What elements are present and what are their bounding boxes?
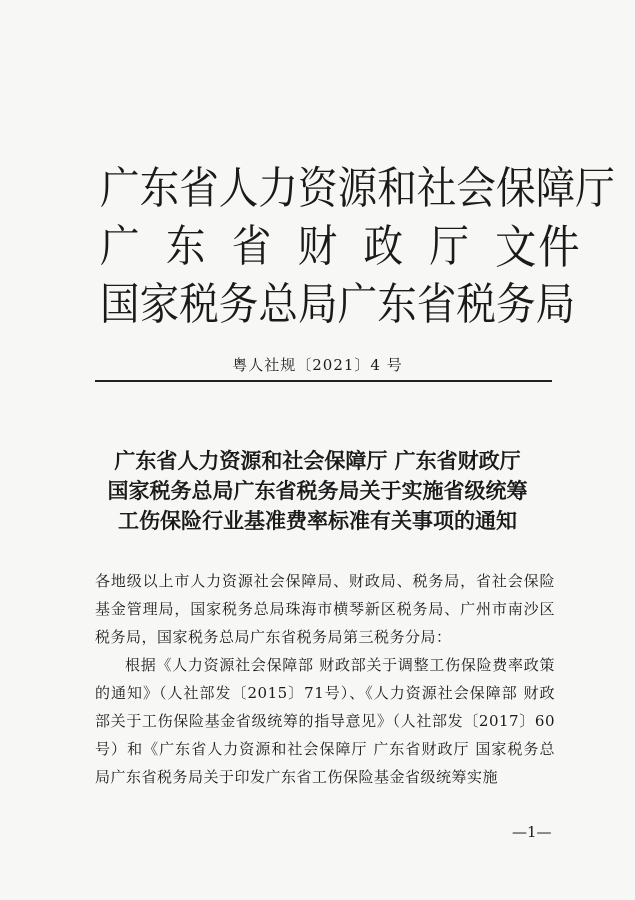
issuer-char: 省 — [231, 221, 272, 272]
recipients-paragraph: 各地级以上市人力资源社会保障局、财政局、税务局，省社会保险基金管理局，国家税务总局珠海市横琴新区税务局、广州市南沙区税务局，国家税务总局广东省税务局第三税务分局： — [95, 572, 555, 646]
issuer-line-hrss: 广东省人力资源和社会保障厅 — [100, 163, 615, 214]
issuer-char: 厅 — [429, 221, 469, 272]
issuer-line-finance — [100, 218, 469, 276]
issuer-char: 政 — [363, 221, 404, 272]
issuer-char: 财 — [297, 221, 338, 272]
issuer-line-tax: 国家税务总局广东省税务局 — [100, 279, 576, 330]
document-type-label: 文件 — [495, 220, 582, 274]
document-number: 粤人社规〔2021〕4 号 — [232, 356, 403, 374]
issuer-char: 广 — [100, 221, 140, 272]
issuer-header — [100, 160, 615, 334]
title-line: 国家税务总局广东省税务局关于实施省级统筹 — [107, 479, 528, 503]
page-number: —1— — [512, 823, 552, 841]
body-paragraph: 根据《人力资源社会保障部 财政部关于调整工伤保险费率政策的通知》（人社部发〔2015〕71号）、《人力资源社会保障部 财政部关于工伤保险基金省级统筹的指导意见》（人社部发〔2017〕60号）和《广东省人力资源和社会保障厅 广东省财政厅 国家税务总局广东省税务局关于印发广东省工伤保险基金省级统筹实施 — [95, 656, 555, 786]
title-line: 广东省人力资源和社会保障厅 广东省财政厅 — [114, 449, 521, 473]
document-body — [95, 567, 555, 791]
document-title — [0, 446, 635, 536]
header-divider — [95, 380, 552, 382]
title-line: 工伤保险行业基准费率标准有关事项的通知 — [118, 509, 517, 533]
issuer-char: 东 — [165, 221, 206, 272]
